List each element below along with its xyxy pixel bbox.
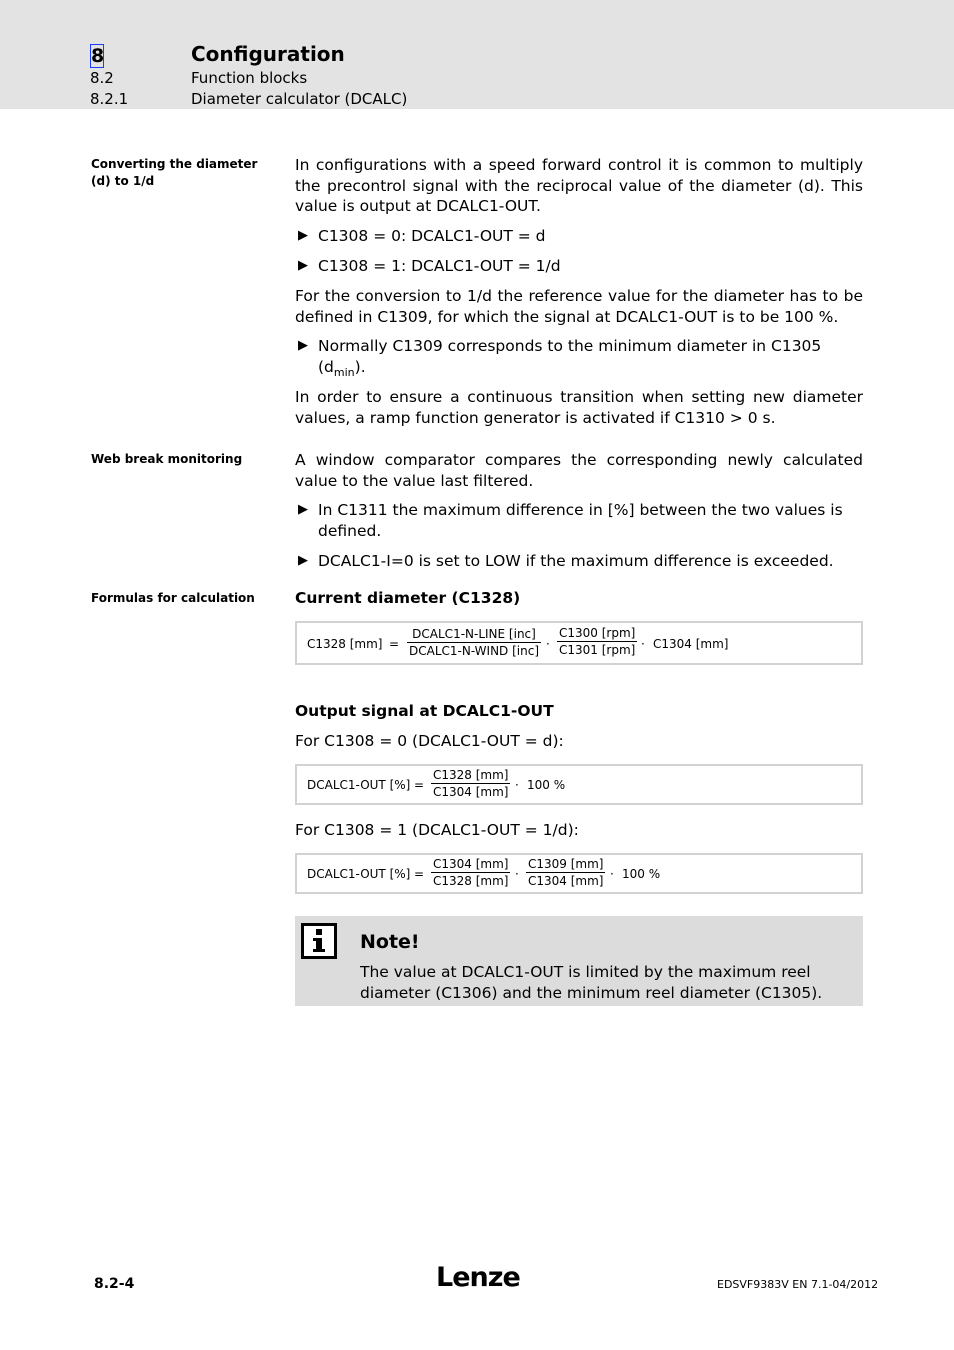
- converting-ramp-para: In order to ensure a continuous transition when setting new diameter values, a ramp function generator is activated if C1310 > 0 s.: [295, 388, 863, 427]
- fraction-rpm: [557, 626, 637, 657]
- bullet-triangle-icon: ▶: [298, 553, 308, 568]
- fraction-c1304-c1328: [431, 857, 510, 888]
- fraction-line-wind: [407, 627, 541, 658]
- subsection-title: Diameter calculator (DCALC): [191, 90, 408, 108]
- side-label-web-break: Web break monitoring: [91, 452, 243, 466]
- info-icon: [301, 923, 337, 959]
- equals-sign: =: [414, 867, 425, 881]
- page-header: [0, 0, 954, 109]
- side-label-converting: Converting the diameter (d) to 1/d: [91, 157, 258, 188]
- bullet-text: DCALC1-I=0 is set to LOW if the maximum difference is exceeded.: [318, 552, 834, 570]
- numerator: C1309 [mm]: [528, 857, 604, 871]
- case-c1308-1: For C1308 = 1 (DCALC1-OUT = 1/d):: [295, 821, 579, 839]
- bullet-text: C1308 = 0: DCALC1-OUT = d: [318, 227, 546, 245]
- formula-lhs: C1328 [mm]: [307, 637, 383, 651]
- lenze-logo: Lenze: [436, 1262, 520, 1293]
- formula-rhs: C1304 [mm]: [653, 637, 729, 651]
- bullet-text: Normally C1309 corresponds to the minimum diameter in C1305 $(d_{min})$.: [318, 337, 822, 379]
- formula-rhs: 100 %: [527, 778, 566, 792]
- formula-lhs: DCALC1-OUT [%]: [307, 778, 411, 792]
- bullet-text: C1308 = 1: DCALC1-OUT = 1/d: [318, 257, 561, 275]
- bullet-triangle-icon: ▶: [298, 258, 308, 273]
- formula-output-reciprocal: [295, 853, 863, 894]
- multiply-dot: ·: [515, 867, 519, 881]
- section-title: Function blocks: [191, 69, 308, 87]
- case-c1308-0: For C1308 = 0 (DCALC1-OUT = d):: [295, 732, 564, 750]
- multiply-dot: ·: [641, 637, 645, 651]
- formula-current-diameter: [295, 621, 863, 665]
- bullet-triangle-icon: ▶: [298, 338, 308, 353]
- denominator: C1301 [rpm]: [559, 643, 636, 657]
- numerator: DCALC1-N-LINE [inc]: [407, 627, 541, 643]
- numerator: C1328 [mm]: [433, 768, 509, 782]
- multiply-dot: ·: [546, 637, 550, 651]
- bullet-triangle-icon: ▶: [298, 228, 308, 243]
- fraction-c1309-c1304: [526, 857, 605, 888]
- denominator: C1328 [mm]: [433, 874, 509, 888]
- page-number: 8.2-4: [94, 1276, 135, 1292]
- multiply-dot: ·: [610, 867, 614, 881]
- denominator: C1304 [mm]: [433, 785, 509, 799]
- formula-lhs: DCALC1-OUT [%]: [307, 867, 411, 881]
- denominator: DCALC1-N-WIND [inc]: [409, 644, 540, 658]
- note-title: Note!: [360, 931, 420, 953]
- side-label-formulas: Formulas for calculation: [91, 591, 255, 605]
- note-box: [295, 916, 863, 1006]
- multiply-dot: ·: [515, 778, 519, 792]
- heading-output-signal: Output signal at DCALC1-OUT: [295, 702, 554, 720]
- bullet-triangle-icon: ▶: [298, 502, 308, 517]
- web-break-intro: A window comparator compares the corresponding newly calculated value to the value last filtered.: [295, 451, 863, 490]
- numerator: C1300 [rpm]: [559, 626, 636, 640]
- note-text: The value at DCALC1-OUT is limited by the maximum reel diameter (C1306) and the minimum reel diameter (C1305).: [360, 963, 823, 1002]
- formula-rhs: 100 %: [622, 867, 661, 881]
- document-id: EDSVF9383V EN 7.1-04/2012: [717, 1278, 879, 1291]
- converting-reference-para: For the conversion to 1/d the reference value for the diameter has to be defined in C1309, for which the signal at DCALC1-OUT is to be 100 %.: [295, 287, 863, 326]
- denominator: C1304 [mm]: [528, 874, 604, 888]
- fraction-c1328-c1304: [431, 768, 510, 799]
- equals-sign: =: [414, 778, 425, 792]
- heading-current-diameter: Current diameter (C1328): [295, 589, 521, 607]
- formula-output-d: [295, 764, 863, 805]
- numerator: C1304 [mm]: [433, 857, 509, 871]
- chapter-title: Configuration: [191, 42, 345, 66]
- equals-sign: =: [389, 637, 400, 651]
- chapter-number: 8: [91, 45, 105, 67]
- section-number: 8.2: [90, 69, 114, 87]
- bullet-text: In C1311 the maximum difference in [%] between the two values is defined.: [318, 501, 843, 540]
- converting-intro: In configurations with a speed forward control it is common to multiply the precontrol signal with the reciprocal value of the diameter (d). This value is output at DCALC1-OUT.: [295, 156, 863, 215]
- subsection-number: 8.2.1: [90, 90, 129, 108]
